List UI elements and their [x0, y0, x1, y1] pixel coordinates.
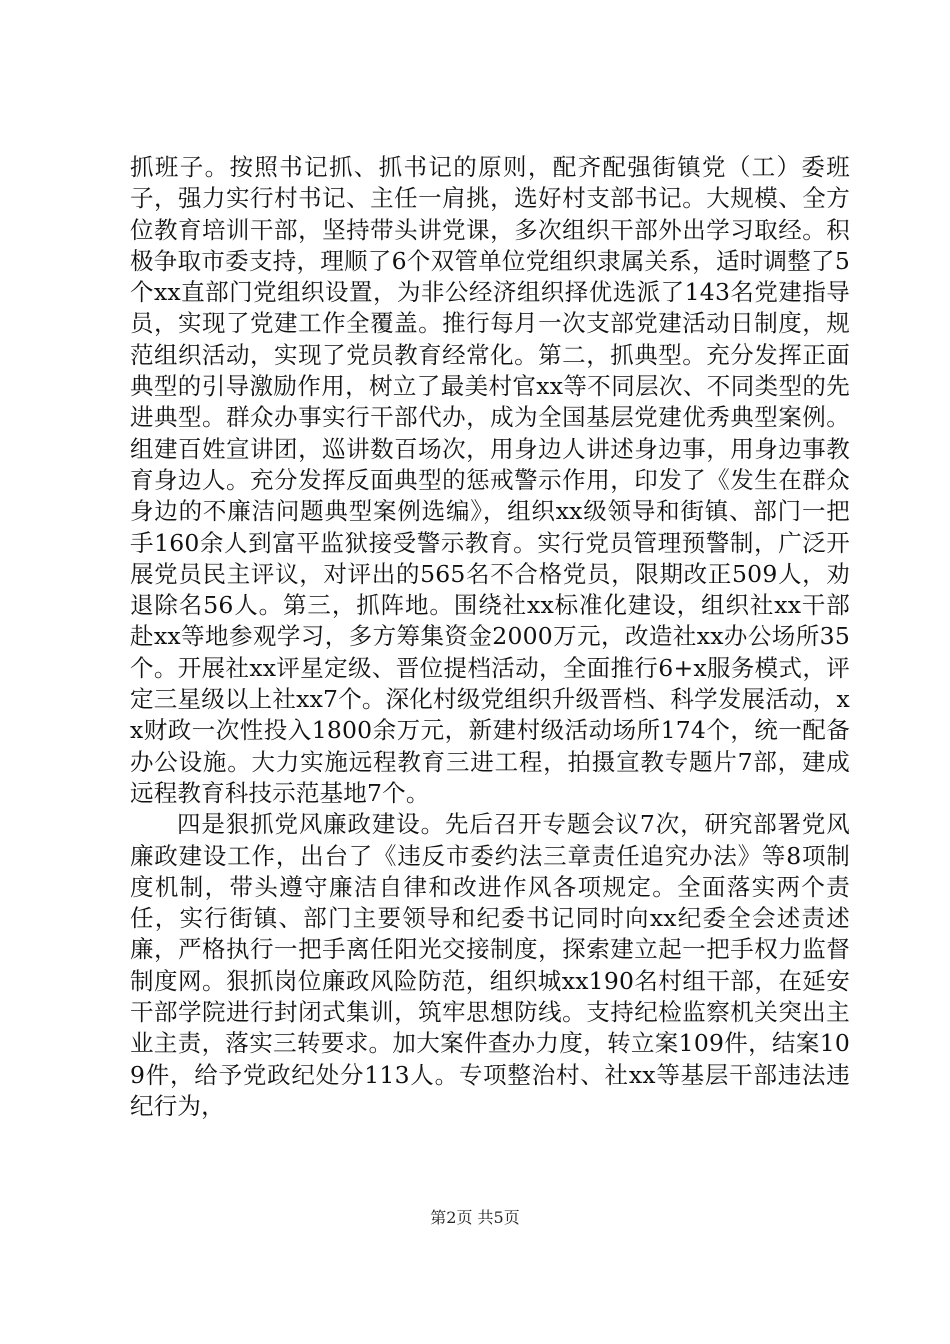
document-body	[130, 152, 850, 1122]
paragraph-1: 抓班子。按照书记抓、抓书记的原则，配齐配强街镇党（工）委班子，强力实行村书记、主任一肩挑，选好村支部书记。大规模、全方位教育培训干部，坚持带头讲党课，多次组织干部外出学习取经。积极争取市委支持，理顺了6个双管单位党组织隶属关系，适时调整了5个xx直部门党组织设置，为非公经济组织择优选派了143名党建指导员，实现了党建工作全覆盖。推行每月一次支部党建活动日制度，规范组织活动，实现了党员教育经常化。第二，抓典型。充分发挥正面典型的引导激励作用，树立了最美村官xx等不同层次、不同类型的先进典型。群众办事实行干部代办，成为全国基层党建优秀典型案例。组建百姓宣讲团，巡讲数百场次，用身边人讲述身边事，用身边事教育身边人。充分发挥反面典型的惩戒警示作用，印发了《发生在群众身边的不廉洁问题典型案例选编》，组织xx级领导和街镇、部门一把手160余人到富平监狱接受警示教育。实行党员管理预警制，广泛开展党员民主评议，对评出的565名不合格党员，限期改正509人，劝退除名56人。第三，抓阵地。围绕社xx标准化建设，组织社xx干部赴xx等地参观学习，多方筹集资金2000万元，改造社xx办公场所35个。开展社xx评星定级、晋位提档活动，全面推行6+x服务模式，评定三星级以上社xx7个。深化村级党组织升级晋档、科学发展活动，xx财政一次性投入1800余万元，新建村级活动场所174个，统一配备办公设施。大力实施远程教育三进工程，拍摄宣教专题片7部，建成远程教育科技示范基地7个。	[130, 153, 850, 807]
page-number-footer: 第2页 共5页	[430, 1208, 520, 1227]
paragraph-2: 四是狠抓党风廉政建设。先后召开专题会议7次，研究部署党风廉政建设工作，出台了《违反市委约法三章责任追究办法》等8项制度机制，带头遵守廉洁自律和改进作风各项规定。全面落实两个责任，实行街镇、部门主要领导和纪委书记同时向xx纪委全会述责述廉，严格执行一把手离任阳光交接制度，探索建立起一把手权力监督制度网。狠抓岗位廉政风险防范，组织城xx190名村组干部，在延安干部学院进行封闭式集训，筑牢思想防线。支持纪检监察机关突出主业主责，落实三转要求。加大案件查办力度，转立案109件，结案109件，给予党政纪处分113人。专项整治村、社xx等基层干部违法违纪行为，	[130, 810, 850, 1120]
